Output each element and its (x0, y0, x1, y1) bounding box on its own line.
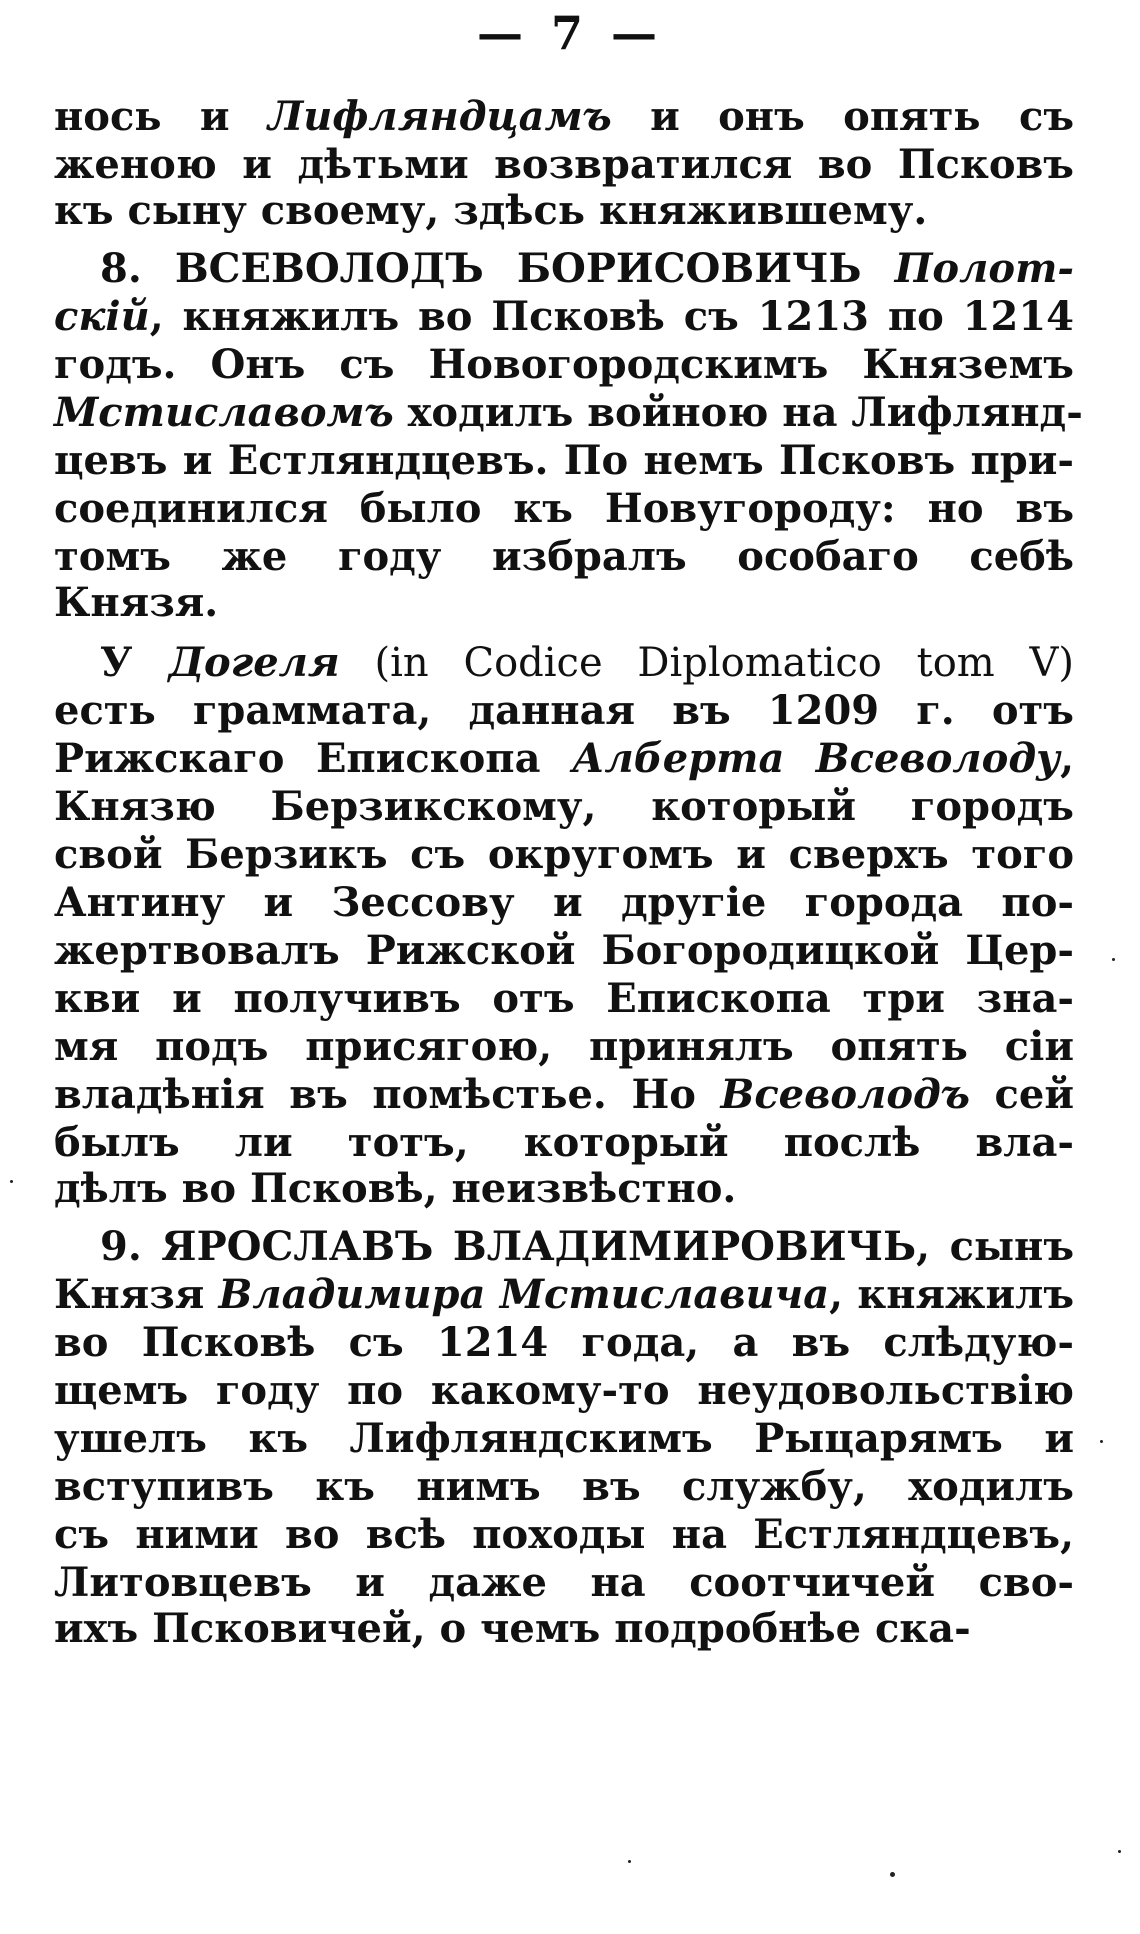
italic-name: Алберта Всеволоду (571, 735, 1061, 782)
text-line (54, 532, 1074, 582)
text-line (54, 782, 1074, 832)
text-run: женою и дѣтьми возвратился во Псковъ (54, 141, 1074, 188)
text-line (54, 140, 1074, 190)
text-run: съ ними во всѣ походы на Естляндцевъ, (54, 1511, 1074, 1558)
text-run: сей (969, 1071, 1074, 1118)
text-line (54, 340, 1074, 390)
text-run: мя подъ присягою, принялъ опять сіи (54, 1023, 1074, 1070)
text-run: жертвовалъ Рижской Богородицкой Цер- (54, 927, 1074, 974)
text-run: 9. ЯРОСЛАВЪ ВЛАДИМИРОВИЧЬ, сынъ (100, 1223, 1074, 1270)
text-line (54, 1510, 1074, 1560)
text-line (54, 578, 1074, 628)
text-run: Рижскаго Епископа (54, 735, 572, 782)
text-run: щемъ году по какому-то неудовольствію (54, 1367, 1074, 1414)
text-line (54, 1164, 1074, 1214)
text-run: Литовцевъ и даже на соотчичей сво- (54, 1559, 1074, 1606)
text-run: есть граммата, данная въ 1209 г. отъ (54, 687, 1074, 734)
text-run: во Псковѣ съ 1214 года, а въ слѣдую- (54, 1319, 1074, 1366)
text-line (54, 1318, 1074, 1368)
text-run: томъ же году избралъ особаго себѣ (54, 533, 1074, 580)
text-run: ушелъ къ Лифляндскимъ Рыцарямъ и (54, 1415, 1074, 1462)
text-line (100, 244, 1074, 294)
text-line (54, 484, 1074, 534)
text-line (54, 1070, 1074, 1120)
text-run: , княжилъ во Псковѣ съ 1213 по 1214 (149, 293, 1074, 340)
italic-name: Догеля (168, 639, 340, 686)
text-line (54, 436, 1074, 486)
text-line (54, 292, 1074, 342)
italic-name: Лифляндцамъ (267, 93, 612, 140)
text-line (54, 1414, 1074, 1464)
text-run: Антину и Зессову и другіе города по- (54, 879, 1074, 926)
text-run: къ сыну своему, здѣсь княжившему. (54, 187, 928, 234)
text-run: кви и получивъ отъ Епископа три зна- (54, 975, 1074, 1022)
text-run: ихъ Псковичей, о чемъ подробнѣе ска- (54, 1605, 971, 1652)
text-run: свой Берзикъ съ округомъ и сверхъ того (54, 831, 1074, 878)
text-run: вступивъ къ нимъ въ службу, ходилъ (54, 1463, 1074, 1510)
text-line (54, 1604, 1074, 1654)
ink-speck (10, 1180, 13, 1183)
text-run: соединился было къ Новугороду: но въ (54, 485, 1074, 532)
italic-name: Мстиславомъ (54, 389, 394, 436)
text-run: нось и (54, 93, 268, 140)
text-line (54, 974, 1074, 1024)
ink-speck (1118, 1850, 1121, 1853)
text-line (54, 1558, 1074, 1608)
text-line (54, 1462, 1074, 1512)
text-line (54, 388, 1083, 438)
text-run: Князю Берзикскому, который городъ (54, 783, 1074, 830)
text-run: ходилъ войною на Лифлянд- (393, 389, 1083, 436)
text-line (54, 1366, 1074, 1416)
text-run: (in Codice Diplomatico tom V) (339, 640, 1074, 686)
text-run: , княжилъ (829, 1271, 1074, 1318)
italic-name: скій (54, 293, 150, 340)
text-run: 8. ВСЕВОЛОДЪ БОРИСОВИЧЬ (100, 245, 895, 292)
text-run: Князя (54, 1271, 219, 1318)
text-run: У (100, 639, 169, 686)
text-run: былъ ли тотъ, который послѣ вла- (54, 1119, 1074, 1166)
italic-name: Владимира Мстиславича (218, 1271, 830, 1318)
text-line (54, 92, 1074, 142)
text-line (54, 1022, 1074, 1072)
text-run: владѣнія въ помѣстье. Но (54, 1071, 721, 1118)
text-line (54, 686, 1074, 736)
page-number: — 7 — (476, 6, 664, 60)
ink-speck (628, 1860, 631, 1863)
text-run: цевъ и Естляндцевъ. По немъ Псковъ при- (54, 437, 1074, 484)
text-line (100, 1222, 1074, 1272)
text-run: годъ. Онъ съ Новогородскимъ Княземъ (54, 341, 1074, 388)
text-line (54, 830, 1074, 880)
ink-speck (1112, 958, 1115, 961)
text-run: и онъ опять съ (611, 93, 1075, 140)
text-line (54, 734, 1074, 784)
text-line (100, 638, 1074, 688)
text-line (54, 186, 1074, 236)
text-run: , (1060, 735, 1075, 782)
italic-name: Всеволодъ (720, 1071, 970, 1118)
text-line (54, 1118, 1074, 1168)
text-line (54, 878, 1074, 928)
text-line (54, 926, 1074, 976)
text-run: Князя. (54, 579, 219, 626)
text-run: дѣлъ во Псковѣ, неизвѣстно. (54, 1165, 737, 1212)
ink-speck (1100, 1440, 1103, 1443)
italic-name: Полот- (894, 245, 1074, 292)
ink-speck (890, 1872, 895, 1877)
text-line (54, 1270, 1074, 1320)
